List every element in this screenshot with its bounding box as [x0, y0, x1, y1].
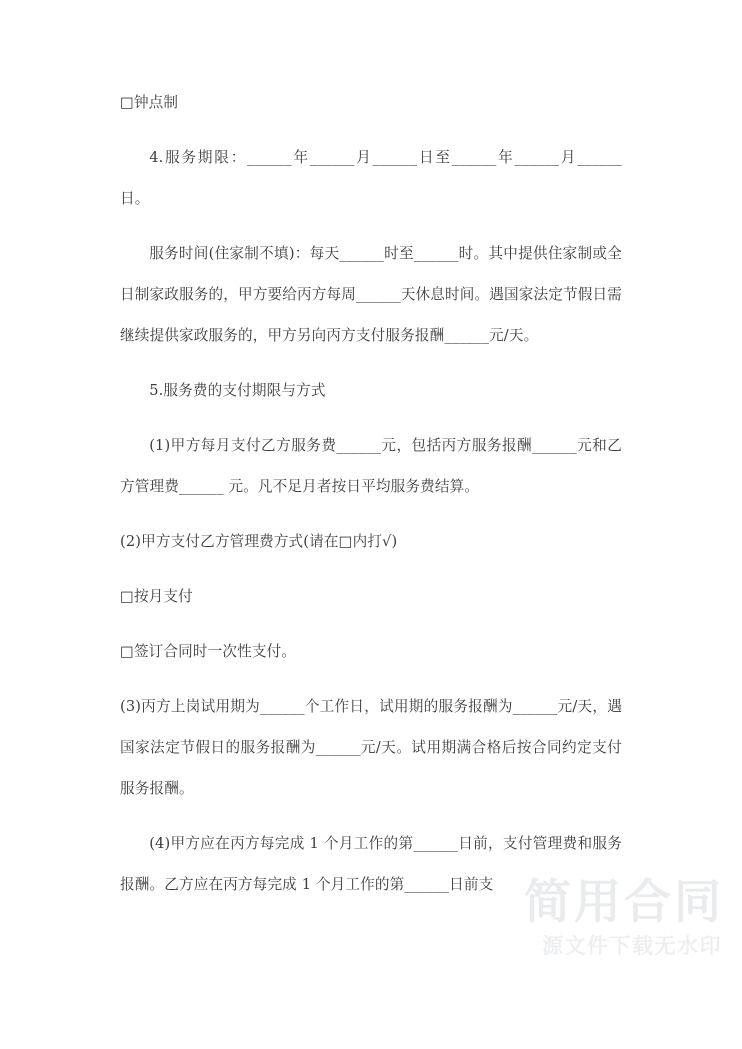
document-text-body [120, 82, 622, 919]
clause-5-item-1: (1)甲方每月支付乙方服务费______元，包括丙方服务报酬______元和乙方管理费______ 元。凡不足月者按日平均服务费结算。 [120, 437, 622, 495]
clause-5-item-3: (3)丙方上岗试用期为______个工作日，试用期的服务报酬为______元/天，遇国家法定节假日的服务报酬为______元/天。试用期满合格后按合同约定支付服务报酬。 [120, 698, 622, 797]
clause-5-item-4: (4)甲方应在丙方每完成 1 个月工作的第______日前，支付管理费和服务报酬。乙方应在丙方每完成 1 个月工作的第______日前支 [120, 835, 622, 893]
checkbox-line-hourly[interactable]: □钟点制 [120, 94, 179, 111]
checkbox-line-lumpsum-payment[interactable]: □签订合同时一次性支付。 [120, 643, 297, 660]
clause-4-service-period: 4.服务期限：______年______月______日至______年______月______日。 [120, 149, 622, 207]
watermark-subtitle-text: 源文件下载无水印 [542, 934, 722, 958]
watermark-brand-text: 简用合同 [524, 875, 724, 930]
service-hours-paragraph: 服务时间(住家制不填)：每天______时至______时。其中提供住家制或全日制家政服务的，甲方要给丙方每周______天休息时间。遇国家法定节假日需继续提供家政服务的，甲方另向丙方支付服务报酬______元/天。 [120, 245, 622, 344]
checkbox-line-monthly-payment[interactable]: □按月支付 [120, 588, 193, 605]
clause-5-heading: 5.服务费的支付期限与方式 [149, 382, 326, 399]
clause-5-item-2: (2)甲方支付乙方管理费方式(请在□内打√) [120, 533, 398, 550]
